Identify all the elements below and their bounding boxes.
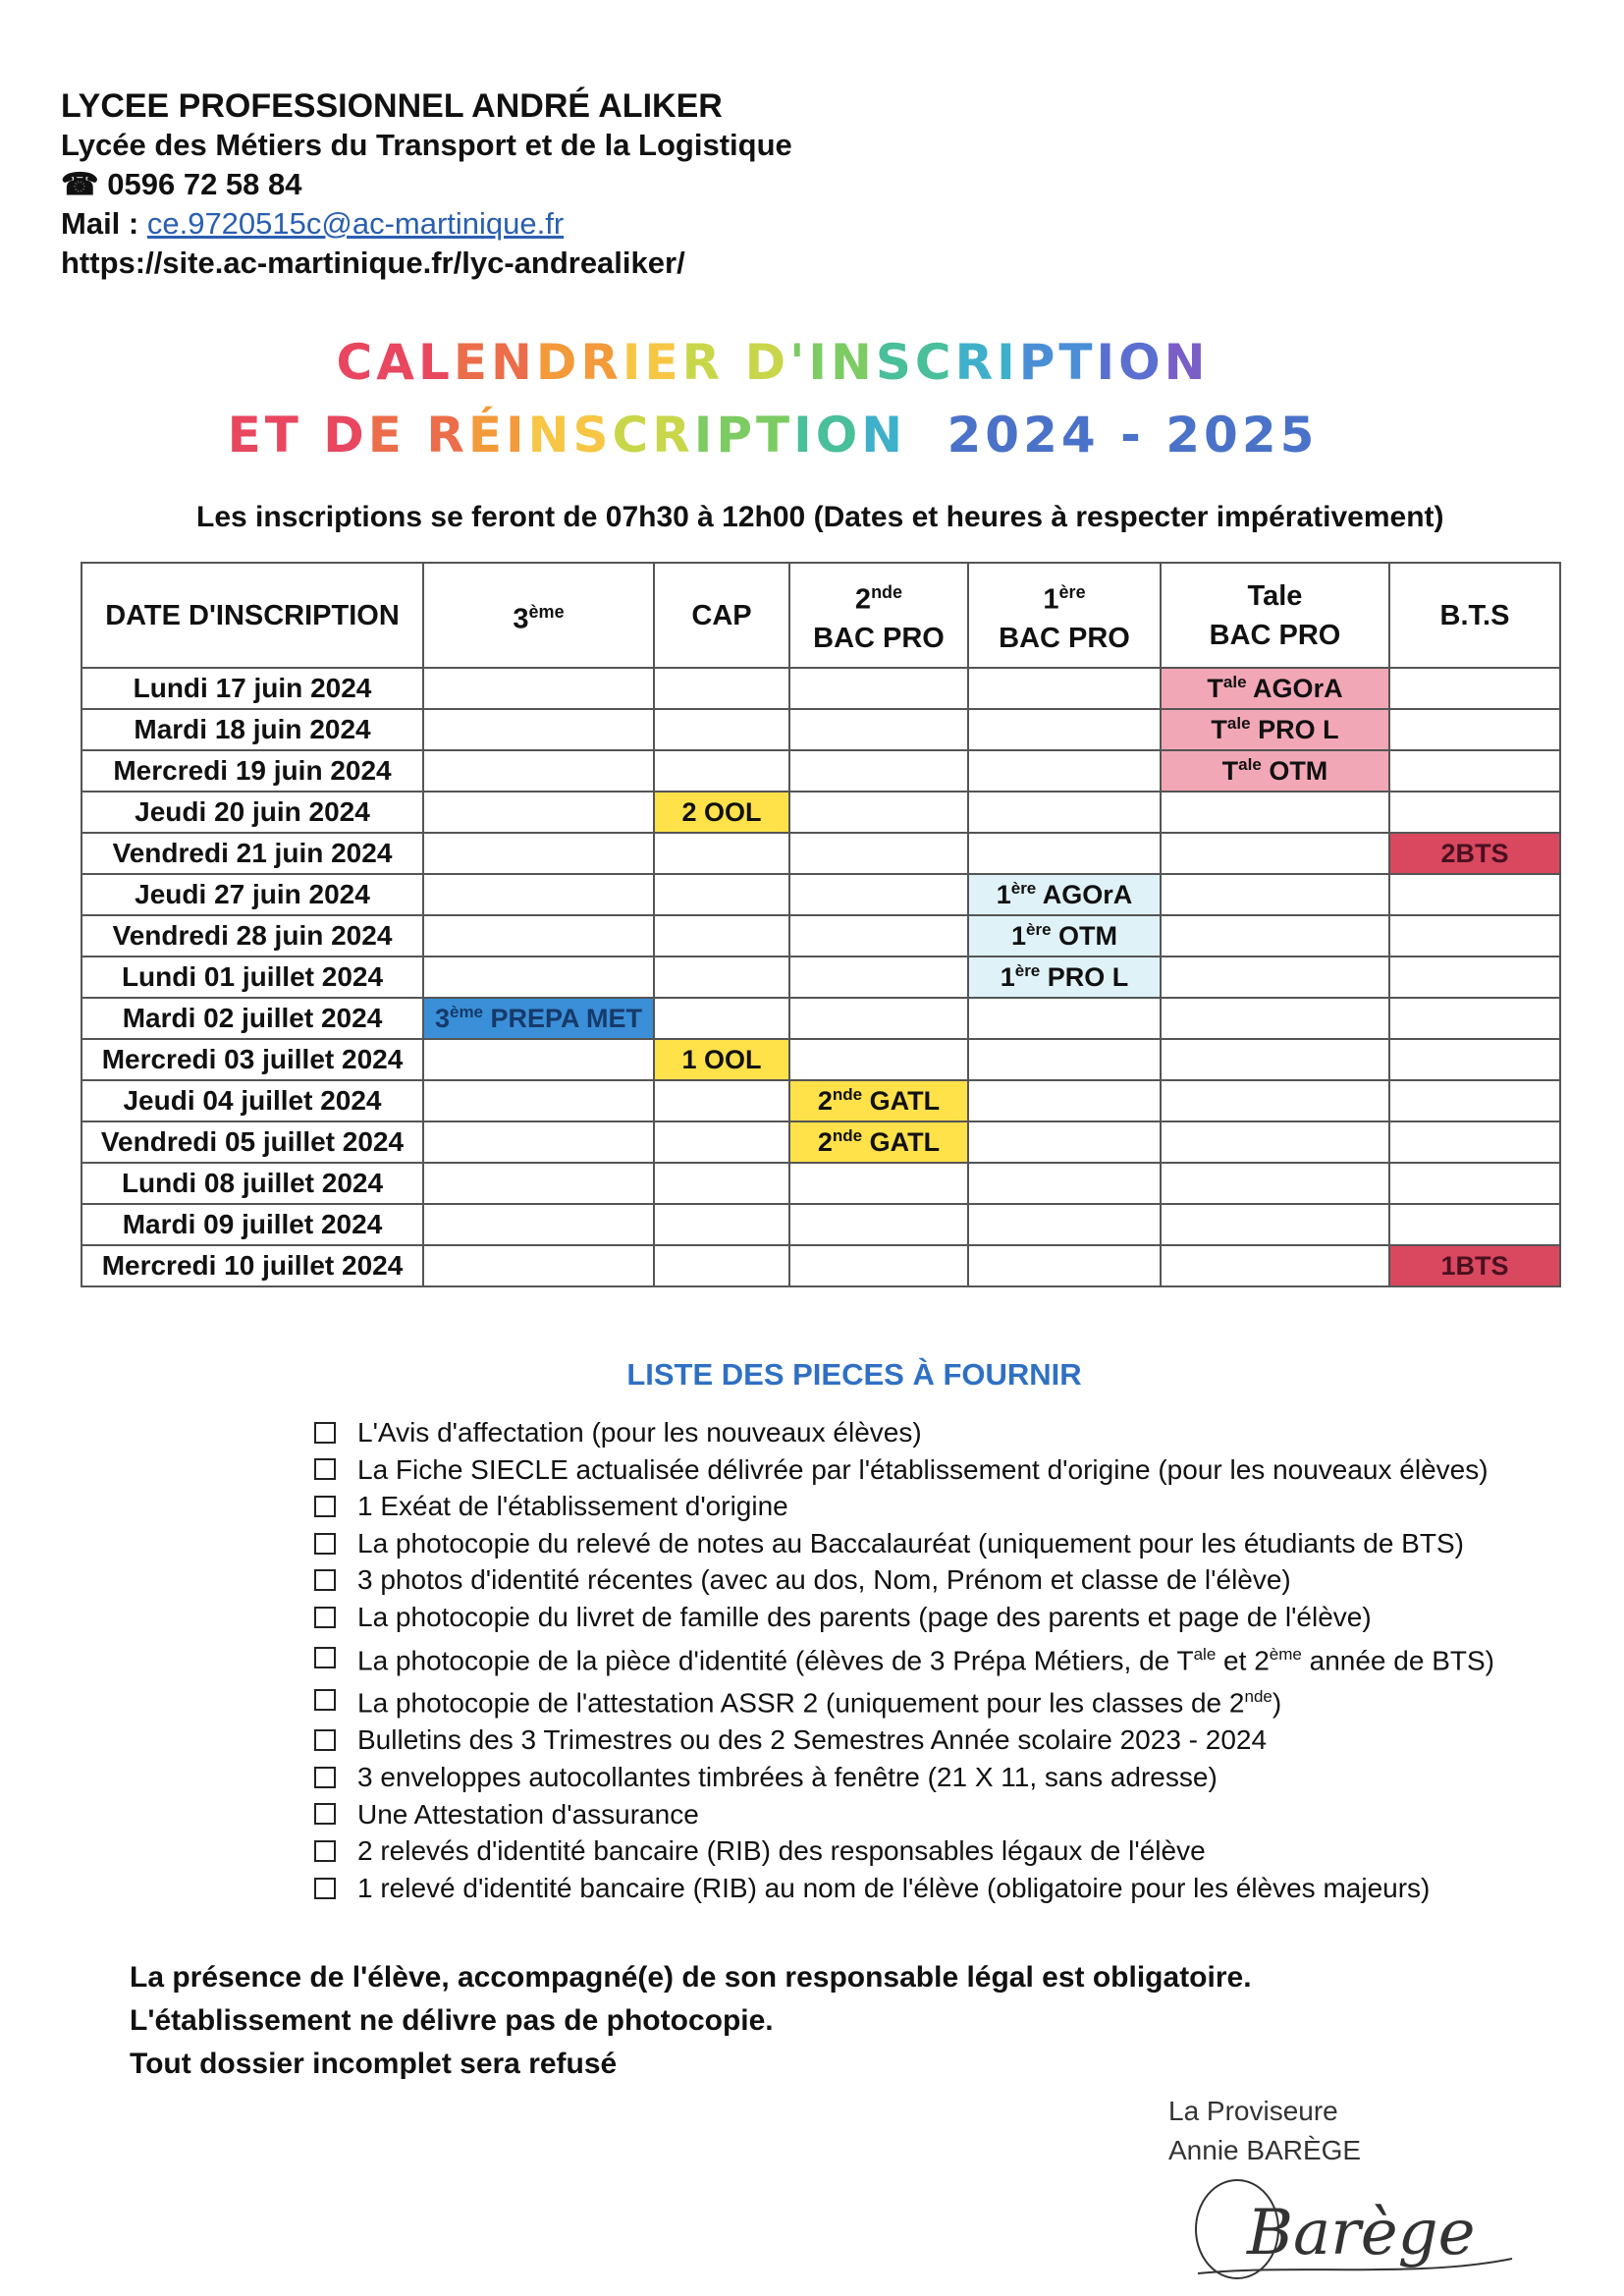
cell-1ere-bac-pro — [968, 1245, 1161, 1286]
school-subtitle: Lycée des Métiers du Transport et de la Logistique — [61, 128, 792, 162]
cell-1ere-bac-pro — [968, 998, 1161, 1039]
list-item — [314, 1832, 1494, 1870]
email-label: Mail : — [61, 206, 147, 241]
cell-cap — [654, 957, 789, 998]
header-date: DATE D'INSCRIPTION — [81, 563, 423, 668]
cell-cap — [654, 668, 789, 709]
document-text: L'Avis d'affectation (pour les nouveaux élèves) — [357, 1417, 922, 1448]
cell-3eme — [423, 1080, 654, 1121]
list-item — [314, 1414, 1494, 1451]
cell-3eme — [423, 1204, 654, 1245]
document-text: La photocopie du relevé de notes au Baccalauréat (uniquement pour les étudiants de BTS) — [357, 1527, 1464, 1558]
header-bts: B.T.S — [1389, 563, 1560, 668]
date-cell: Mercredi 19 juin 2024 — [81, 750, 423, 792]
signatory-role: La Proviseure — [1168, 2096, 1338, 2126]
document-text: La photocopie de la pièce d'identité (élèves de 3 Prépa Métiers, de $T^{ale}$ et 2ème année de BTS) — [357, 1644, 1494, 1675]
cell-2nde-bac-pro — [789, 792, 968, 833]
header-2nde-bac-pro: 2nde BAC PRO — [789, 563, 968, 668]
cell-bts — [1389, 1039, 1560, 1080]
cell-3eme — [423, 957, 654, 998]
school-name: LYCEE PROFESSIONNEL ANDRÉ ALIKER — [61, 87, 723, 125]
cell-bts — [1389, 1121, 1560, 1163]
cell-cap — [654, 1163, 789, 1204]
cell-bts — [1389, 792, 1560, 833]
cell-3eme — [423, 750, 654, 792]
header-tale-bac-pro: Tale BAC PRO — [1161, 563, 1389, 668]
cell-cap — [654, 915, 789, 957]
cell-tale-bac-pro — [1161, 1245, 1389, 1286]
cell-3eme — [423, 1163, 654, 1204]
table-row — [81, 833, 1560, 874]
cell-tale-bac-pro: $T^{ale}$ OTM — [1161, 750, 1389, 792]
cell-2nde-bac-pro — [789, 915, 968, 957]
title-line1-text: CALENDRIER D'INSCRIPTION — [336, 334, 1210, 391]
cell-3eme — [423, 833, 654, 874]
table-row — [81, 1245, 1560, 1286]
cell-cap — [654, 874, 789, 915]
document-text: 1 relevé d'identité bancaire (RIB) au nom de l'élève (obligatoire pour les élèves majeurs) — [357, 1872, 1431, 1903]
list-item — [314, 1870, 1494, 1907]
checkbox-icon — [314, 1689, 336, 1711]
cell-cap — [654, 1080, 789, 1121]
list-item — [314, 1451, 1494, 1489]
cell-2nde-bac-pro — [789, 668, 968, 709]
date-cell: Jeudi 27 juin 2024 — [81, 874, 423, 915]
cell-1ere-bac-pro — [968, 750, 1161, 792]
date-cell: Lundi 08 juillet 2024 — [81, 1163, 423, 1204]
cell-cap — [654, 998, 789, 1039]
cell-bts — [1389, 915, 1560, 957]
email-link[interactable]: ce.9720515c@ac-martinique.fr — [146, 206, 565, 241]
footer-line-3: Tout dossier incomplet sera refusé — [130, 2048, 618, 2080]
cell-1ere-bac-pro — [968, 1204, 1161, 1245]
cell-tale-bac-pro — [1161, 957, 1389, 998]
document-text: La photocopie de l'attestation ASSR 2 (uniquement pour les classes de 2nde) — [357, 1687, 1282, 1719]
cell-3eme — [423, 1039, 654, 1080]
cell-cap — [654, 750, 789, 792]
cell-bts — [1389, 874, 1560, 915]
cell-3eme: 3ème PREPA MET — [423, 998, 654, 1039]
letterhead — [61, 86, 792, 283]
document-text: Bulletins des 3 Trimestres ou des 2 Semestres Année scolaire 2023 - 2024 — [357, 1724, 1268, 1756]
cell-tale-bac-pro — [1161, 1039, 1389, 1080]
cell-cap: 1 OOL — [654, 1039, 789, 1080]
list-item — [314, 1525, 1494, 1562]
documents-list-title: LISTE DES PIECES À FOURNIR — [626, 1357, 1082, 1392]
cell-1ere-bac-pro — [968, 1080, 1161, 1121]
checkbox-icon — [314, 1729, 336, 1751]
checkbox-icon — [314, 1569, 336, 1591]
cell-tale-bac-pro — [1161, 1121, 1389, 1163]
cell-2nde-bac-pro — [789, 1245, 968, 1286]
cell-bts — [1389, 668, 1560, 709]
cell-3eme — [423, 709, 654, 750]
header-1ere-bac-pro: 1ère BAC PRO — [968, 563, 1161, 668]
date-cell: Mardi 18 juin 2024 — [81, 709, 423, 750]
checkbox-icon — [314, 1840, 336, 1862]
cell-cap — [654, 1121, 789, 1163]
table-row — [81, 1121, 1560, 1163]
cell-cap — [654, 709, 789, 750]
cell-tale-bac-pro — [1161, 874, 1389, 915]
table-row — [81, 1163, 1560, 1204]
documents-list — [314, 1414, 1494, 1906]
date-cell: Jeudi 20 juin 2024 — [81, 792, 423, 833]
date-cell: Mercredi 03 juillet 2024 — [81, 1039, 423, 1080]
date-cell: Jeudi 04 juillet 2024 — [81, 1080, 423, 1121]
document-text: Une Attestation d'assurance — [357, 1798, 699, 1830]
list-item — [314, 1796, 1494, 1833]
table-row — [81, 792, 1560, 833]
cell-1ere-bac-pro — [968, 792, 1161, 833]
signature-block — [1168, 2092, 1361, 2170]
date-cell: Mardi 02 juillet 2024 — [81, 998, 423, 1039]
cell-tale-bac-pro: $T^{ale}$ PRO L — [1161, 709, 1389, 750]
phone-number: 0596 72 58 84 — [107, 167, 302, 201]
date-cell: Vendredi 28 juin 2024 — [81, 915, 423, 957]
cell-2nde-bac-pro — [789, 957, 968, 998]
cell-2nde-bac-pro: 2nde GATL — [789, 1121, 968, 1163]
cell-1ere-bac-pro: 1ère AGOrA — [968, 874, 1161, 915]
cell-1ere-bac-pro: 1ère OTM — [968, 915, 1161, 957]
cell-1ere-bac-pro: 1ère PRO L — [968, 957, 1161, 998]
cell-tale-bac-pro — [1161, 792, 1389, 833]
cell-3eme — [423, 668, 654, 709]
document-text: 1 Exéat de l'établissement d'origine — [357, 1491, 788, 1522]
checkbox-icon — [314, 1607, 336, 1628]
cell-cap: 2 OOL — [654, 792, 789, 833]
document-text: 3 enveloppes autocollantes timbrées à fenêtre (21 X 11, sans adresse) — [357, 1762, 1218, 1792]
checkbox-icon — [314, 1422, 336, 1444]
header-cap: CAP — [654, 563, 789, 668]
date-cell: Lundi 01 juillet 2024 — [81, 957, 423, 998]
document-text: La photocopie du livret de famille des parents (page des parents et page de l'élève) — [357, 1601, 1372, 1632]
signatory-name: Annie BARÈGE — [1168, 2135, 1362, 2165]
date-cell: Mercredi 10 juillet 2024 — [81, 1245, 423, 1286]
cell-tale-bac-pro — [1161, 833, 1389, 874]
schedule-note: Les inscriptions se feront de 07h30 à 12h00 (Dates et heures à respecter impérativement) — [196, 501, 1444, 533]
handwritten-signature — [1178, 2170, 1532, 2288]
table-row — [81, 668, 1560, 709]
list-item — [314, 1636, 1494, 1679]
date-cell: Lundi 17 juin 2024 — [81, 668, 423, 709]
checkbox-icon — [314, 1458, 336, 1480]
cell-bts — [1389, 709, 1560, 750]
list-item — [314, 1759, 1494, 1796]
main-title-line1 — [0, 334, 1585, 391]
checkbox-icon — [314, 1803, 336, 1825]
table-row — [81, 957, 1560, 998]
table-row — [81, 709, 1560, 750]
list-item — [314, 1678, 1494, 1722]
cell-tale-bac-pro — [1161, 915, 1389, 957]
cell-1ere-bac-pro — [968, 833, 1161, 874]
cell-cap — [654, 833, 789, 874]
cell-1ere-bac-pro — [968, 668, 1161, 709]
cell-1ere-bac-pro — [968, 1039, 1161, 1080]
table-row — [81, 1039, 1560, 1080]
cell-bts: 2BTS — [1389, 833, 1560, 874]
cell-1ere-bac-pro — [968, 1163, 1161, 1204]
title-year: 2024 - 2025 — [947, 407, 1319, 464]
cell-1ere-bac-pro — [968, 1121, 1161, 1163]
checkbox-icon — [314, 1767, 336, 1788]
cell-cap — [654, 1245, 789, 1286]
signature-text: Barège — [1247, 2197, 1476, 2269]
cell-2nde-bac-pro — [789, 874, 968, 915]
date-cell: Mardi 09 juillet 2024 — [81, 1204, 423, 1245]
header-3eme: 3ème — [423, 563, 654, 668]
cell-2nde-bac-pro: 2nde GATL — [789, 1080, 968, 1121]
list-item — [314, 1488, 1494, 1525]
cell-bts: 1BTS — [1389, 1245, 1560, 1286]
cell-2nde-bac-pro — [789, 750, 968, 792]
cell-tale-bac-pro — [1161, 1163, 1389, 1204]
list-item — [314, 1722, 1494, 1759]
table-row — [81, 998, 1560, 1039]
table-row — [81, 874, 1560, 915]
cell-tale-bac-pro — [1161, 998, 1389, 1039]
cell-2nde-bac-pro — [789, 833, 968, 874]
list-item — [314, 1599, 1494, 1636]
list-item — [314, 1561, 1494, 1599]
cell-1ere-bac-pro — [968, 709, 1161, 750]
cell-bts — [1389, 1080, 1560, 1121]
cell-2nde-bac-pro — [789, 709, 968, 750]
cell-bts — [1389, 750, 1560, 792]
cell-2nde-bac-pro — [789, 1039, 968, 1080]
cell-3eme — [423, 1121, 654, 1163]
registration-calendar-table — [81, 562, 1561, 1287]
footer-line-2: L'établissement ne délivre pas de photocopie. — [130, 2004, 774, 2037]
cell-tale-bac-pro — [1161, 1204, 1389, 1245]
checkbox-icon — [314, 1496, 336, 1517]
checkbox-icon — [314, 1533, 336, 1555]
title-line2-text: ET DE RÉINSCRIPTION — [227, 407, 907, 464]
cell-2nde-bac-pro — [789, 1163, 968, 1204]
website-url[interactable]: https://site.ac-martinique.fr/lyc-andrealiker/ — [61, 246, 685, 280]
checkbox-icon — [314, 1878, 336, 1899]
cell-3eme — [423, 874, 654, 915]
table-header-row — [81, 563, 1560, 668]
date-cell: Vendredi 21 juin 2024 — [81, 833, 423, 874]
cell-bts — [1389, 957, 1560, 998]
document-text: 2 relevés d'identité bancaire (RIB) des responsables légaux de l'élève — [357, 1835, 1206, 1867]
date-cell: Vendredi 05 juillet 2024 — [81, 1121, 423, 1163]
cell-tale-bac-pro: $T^{ale}$ AGOrA — [1161, 668, 1389, 709]
document-text: 3 photos d'identité récentes (avec au dos, Nom, Prénom et classe de l'élève) — [357, 1564, 1291, 1596]
table-row — [81, 750, 1560, 792]
cell-2nde-bac-pro — [789, 998, 968, 1039]
cell-3eme — [423, 1245, 654, 1286]
cell-bts — [1389, 998, 1560, 1039]
phone-line — [61, 165, 792, 204]
cell-2nde-bac-pro — [789, 1204, 968, 1245]
footer-line-1: La présence de l'élève, accompagné(e) de son responsable légal est obligatoire. — [130, 1961, 1252, 1994]
table-row — [81, 915, 1560, 957]
cell-3eme — [423, 792, 654, 833]
cell-cap — [654, 1204, 789, 1245]
cell-3eme — [423, 915, 654, 957]
main-title-line2 — [0, 407, 1585, 464]
phone-icon: ☎ — [61, 167, 99, 201]
cell-tale-bac-pro — [1161, 1080, 1389, 1121]
document-text: La Fiche SIECLE actualisée délivrée par l'établissement d'origine (pour les nouveaux élèves) — [357, 1453, 1489, 1485]
cell-bts — [1389, 1163, 1560, 1204]
email-line — [61, 204, 792, 244]
cell-bts — [1389, 1204, 1560, 1245]
table-row — [81, 1204, 1560, 1245]
footer-notes — [130, 1956, 1252, 2086]
table-row — [81, 1080, 1560, 1121]
checkbox-icon — [314, 1647, 336, 1668]
